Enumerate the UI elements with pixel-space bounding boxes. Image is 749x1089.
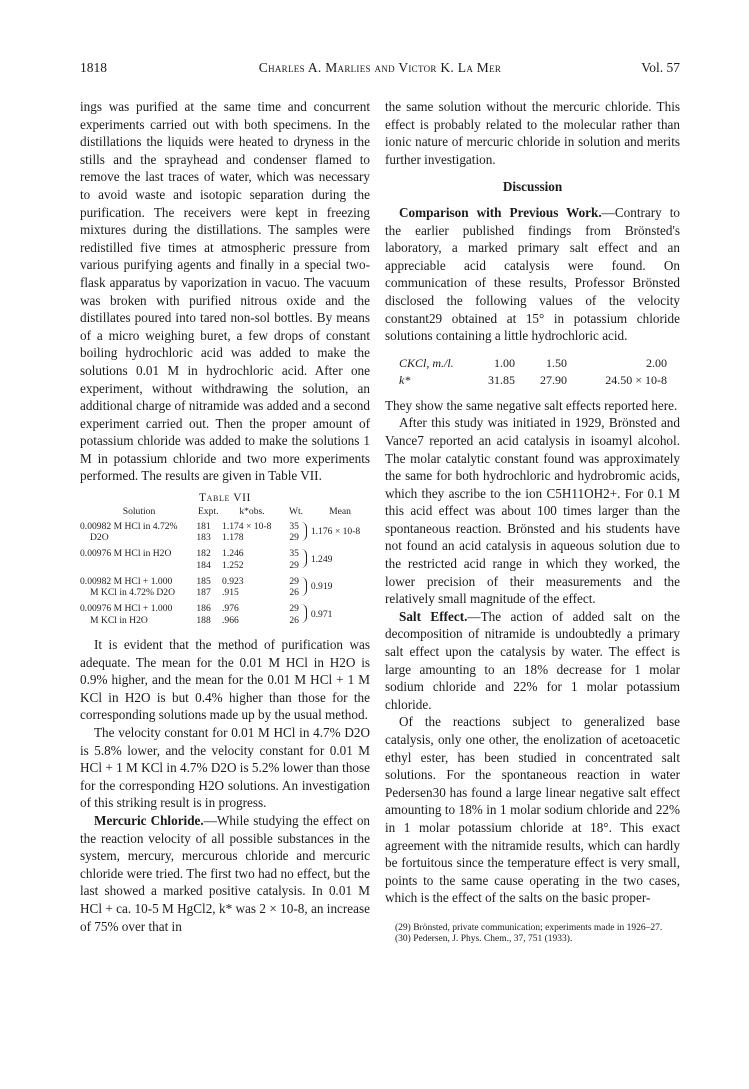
table-title: Table VII: [199, 492, 251, 505]
wt-cell: 29: [289, 603, 299, 615]
col-header-k: k*obs.: [239, 506, 265, 518]
solution-label: 0.00982 M HCl in 4.72%: [80, 520, 178, 532]
brace-mark: [301, 522, 307, 541]
expt-cell: 188: [196, 614, 211, 626]
expt-cell: 184: [196, 559, 211, 571]
paragraph: After this study was initiated in 1929, Brönsted and Vance7 reported an acid catalysis in isoamyl alcohol. The molar catalytic constant found was approximately the same for both hydrochloric and hydrobromic acids, which they ascribe to the ion C5H11OH2+. For 0.1 M this acid effect was about 100 times larger than the spontaneous reaction. Brönsted and his students have not found an acid catalysis in aqueous solution due to the restricted acid range in which they worked, the lower precision of their measurements and the relatively small magnitude of the effect.: [385, 415, 680, 607]
wt-cell: 35: [289, 548, 299, 560]
solution-label-cont: D2O: [90, 531, 109, 543]
volume-label: Vol. 57: [641, 60, 680, 75]
wt-cell: 26: [289, 614, 299, 626]
right-column: [385, 98, 680, 946]
solution-label-cont: M KCl in 4.72% D2O: [90, 587, 176, 599]
col-header-expt: Expt.: [198, 506, 219, 518]
col-header-mean: Mean: [329, 506, 351, 518]
value-cell: 1.50: [546, 355, 567, 370]
solution-label: 0.00982 M HCl + 1.000: [80, 575, 173, 587]
running-title: Charles A. Marlies and Victor K. La Mer: [258, 60, 502, 75]
wt-cell: 26: [289, 587, 299, 599]
paragraph: [385, 608, 680, 714]
paragraph: Of the reactions subject to generalized base catalysis, only one other, the enolization of acetoacetic ethyl ester, has been studied in concentrated salt solutions. For the spontaneous reaction in water Pedersen30 has found a large linear negative salt effect amounting to 18% in 1 molar sodium chloride and 22% in 1 molar potassium chloride at 18°. This exact agreement with the nitramide results, which can hardly be fortuitous since the temperature effect is very small, points to the same cause operating in the two cases, which is the effect of the salts on the basic proper-: [385, 714, 680, 906]
table-row: [385, 372, 680, 389]
velocity-constant-table: [385, 355, 680, 389]
paragraph: It is evident that the method of purification was adequate. The mean for the 0.01 M HCl in H2O is 0.9% higher, and the mean for the 0.01 M HCl + 1 M KCl in H2O is but 0.4% higher than those for the corresponding solutions made up by the usual method.: [80, 637, 370, 723]
table-row-group: [80, 603, 370, 626]
value-cell: 2.00: [646, 355, 667, 370]
paragraph: The velocity constant for 0.01 M HCl in 4.7% D2O is 5.8% lower, and the velocity constant for 0.01 M HCl + 1 M KCl in 4.7% D2O is 5.2% lower than those for the corresponding H2O solutions. An investigation of this striking result is in progress.: [80, 725, 370, 811]
paragraph: They show the same negative salt effects reported here.: [385, 397, 678, 413]
k-cell: 1.246: [222, 548, 244, 560]
footnotes: [385, 923, 680, 946]
wt-cell: 29: [289, 575, 299, 587]
paragraph: ings was purified at the same time and concurrent experiments carried out with both specimens. In the distillations the liquids were heated to dryness in the stills and the sprayhead and condenser flamed to remove the last traces of water, which was necessary to avoid waste and isotopic separation during the purification. The receivers were kept in freezing mixtures during the distillations. The samples were redistilled five times at atmospheric pressure from various purifying agents and finally in a special two-flask apparatus by vaporization in vacuo. The vacuum was broken with purified nitrous oxide and the distillates poured into tared non-sol bottles. By means of a micro weighing buret, a few drops of constant boiling hydrochloric acid was added to make the solutions 0.01 M in hydrochloric acid. After one experiment, without withdrawing the solution, an additional charge of nitramide was added and a second experiment carried out. Then the proper amount of potassium chloride was added to make the solutions 1 M in potassium chloride and two more experiments performed. The results are given in Table VII.: [80, 99, 370, 484]
expt-cell: 186: [196, 603, 211, 615]
mean-cell: 0.971: [310, 609, 333, 621]
solution-label-cont: M KCl in H2O: [90, 614, 148, 626]
value-cell: 24.50 × 10-8: [605, 372, 667, 387]
footnote: (29) Brönsted, private communication; experiments made in 1926–27.: [395, 922, 663, 933]
expt-cell: 183: [196, 531, 211, 543]
mean-cell: 0.919: [310, 581, 333, 593]
table-row-group: [80, 576, 370, 599]
left-column: [80, 98, 370, 935]
paragraph: [80, 812, 370, 935]
section-subheading: Mercuric Chloride.: [94, 812, 204, 828]
value-cell: 27.90: [540, 372, 567, 387]
col-header-solution: Solution: [122, 506, 156, 518]
k-cell: .976: [222, 603, 239, 615]
mean-cell: 1.249: [310, 553, 333, 565]
table-row-group: [80, 521, 370, 544]
footnote: (30) Pedersen, J. Phys. Chem., 37, 751 (1933).: [395, 934, 573, 945]
section-subheading: Comparison with Previous Work.: [399, 204, 602, 220]
value-cell: 1.00: [494, 355, 515, 370]
table-row: [385, 355, 680, 372]
expt-cell: 187: [196, 587, 211, 599]
paragraph-text: —Contrary to the earlier published findings from Brönsted's laboratory, a marked primary salt effect and an appreciable acid catalysis were found. On communication of these results, Professor Brönsted disclosed the following values of the velocity constant29 obtained at 15° in potassium chloride solutions containing a little hydrochloric acid.: [385, 204, 680, 344]
k-cell: 1.178: [222, 531, 244, 543]
expt-cell: 185: [196, 575, 211, 587]
running-header: [80, 60, 680, 80]
wt-cell: 29: [289, 531, 299, 543]
k-cell: .915: [222, 587, 239, 599]
paragraph: the same solution without the mercuric chloride. This effect is probably related to the molecular rather than ionic nature of mercuric chloride in solution and merits further investigation.: [385, 99, 680, 167]
table-header-row: [80, 506, 370, 517]
expt-cell: 182: [196, 548, 211, 560]
brace-mark: [301, 604, 307, 623]
paragraph-text: —While studying the effect on the reaction velocity of all possible substances in the system, mercury, mercurous chloride and mercuric chloride were tried. The first two had no effect, but the last showed a marked positive catalysis. In 0.01 M HCl + ca. 10-5 M HgCl2, k* was 2 × 10-8, an increase of 75% over that in: [80, 812, 371, 934]
expt-cell: 181: [196, 520, 211, 532]
row-label: k*: [399, 372, 411, 387]
brace-mark: [301, 549, 307, 568]
k-cell: .966: [222, 614, 239, 626]
table-row-group: [80, 548, 370, 571]
discussion-heading: Discussion: [502, 179, 563, 195]
col-header-wt: Wt.: [288, 506, 304, 518]
k-cell: 1.252: [222, 559, 244, 571]
row-label: CKCl, m./l.: [399, 355, 454, 370]
paragraph: [385, 204, 680, 345]
solution-label: 0.00976 M HCl in H2O: [80, 548, 172, 560]
page-number: 1818: [80, 60, 107, 75]
wt-cell: 35: [289, 520, 299, 532]
table-vii: [80, 493, 370, 626]
k-cell: 0.923: [222, 575, 244, 587]
section-subheading: Salt Effect.: [399, 608, 468, 624]
k-cell: 1.174 × 10-8: [222, 520, 272, 532]
brace-mark: [301, 577, 307, 596]
solution-label: 0.00976 M HCl + 1.000: [80, 603, 173, 615]
paragraph-text: —The action of added salt on the decomposition of nitramide is undoubtedly a primary salt effect upon the catalysis by water. The effect is large amounting to an 18% decrease for 1 molar sodium chloride and 22% for 1 molar potassium chloride.: [385, 608, 680, 712]
mean-cell: 1.176 × 10-8: [310, 526, 361, 538]
wt-cell: 29: [289, 559, 299, 571]
value-cell: 31.85: [488, 372, 515, 387]
